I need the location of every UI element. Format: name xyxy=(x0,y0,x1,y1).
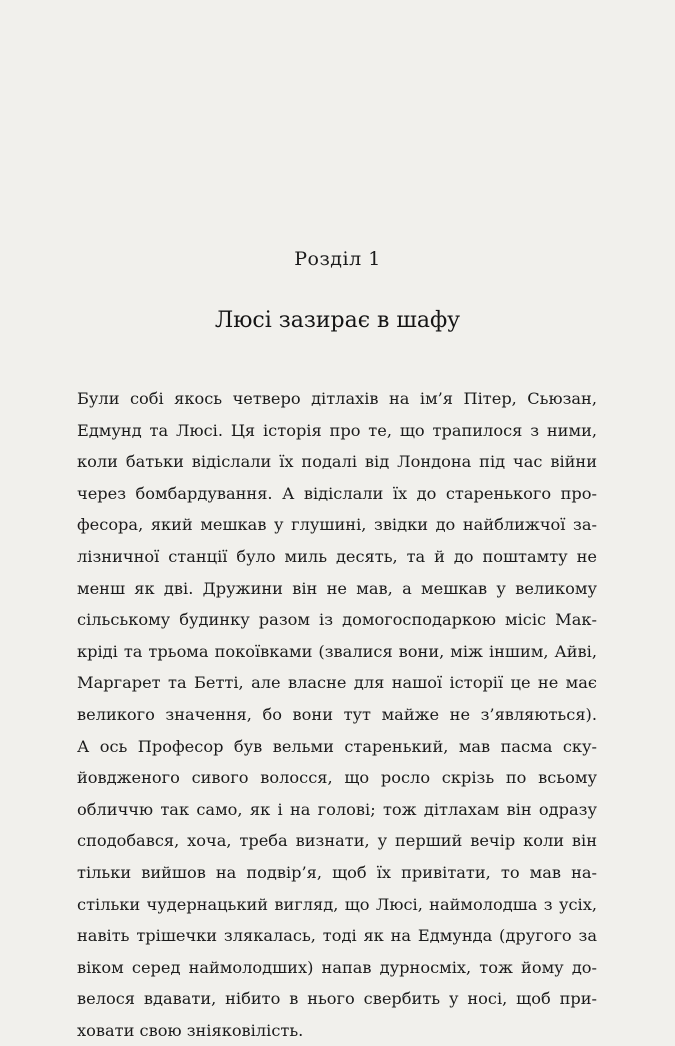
text-line: великого значення, бо вони тут майже не з’являються). xyxy=(77,704,597,724)
text-line: кріді та трьома покоївками (звалися вони, між іншим, Айві, xyxy=(77,641,597,661)
text-line: навіть трішечки злякалась, тоді як на Едмунда (другого за xyxy=(77,926,597,946)
text-line: віком серед наймолодших) напав дурносміх, тож йому до- xyxy=(77,957,597,977)
text-line: сільському будинку разом із домогосподаркою місіс Мак- xyxy=(77,610,597,630)
text-line: лізничної станції було миль десять, та й до поштамту не xyxy=(77,546,597,566)
chapter-number: Розділ 1 xyxy=(294,248,381,270)
text-line: велося вдавати, нібито в нього свербить у носі, щоб при- xyxy=(77,989,597,1009)
text-line: коли батьки відіслали їх подалі від Лондона під час війни xyxy=(77,452,597,472)
text-line: через бомбардування. А відіслали їх до старенького про- xyxy=(77,483,597,503)
text-line: Маргарет та Бетті, але власне для нашої історії це не має xyxy=(77,673,597,693)
text-line: йовдженого сивого волосся, що росло скрізь по всьому xyxy=(77,768,597,788)
text-line: тільки вийшов на подвір’я, щоб їх привітати, то мав на- xyxy=(77,862,597,882)
text-line: Були собі якось четверо дітлахів на ім’я Пітер, Сьюзан, xyxy=(77,389,597,408)
text-line: Едмунд та Люсі. Ця історія про те, що трапилося з ними, xyxy=(77,420,597,440)
chapter-body-text xyxy=(77,383,597,1046)
text-line: стільки чудернацький вигляд, що Люсі, наймолодша з усіх, xyxy=(77,894,597,914)
text-line: менш як дві. Дружини він не мав, а мешкав у великому xyxy=(77,578,597,598)
text-line: ховати свою зніяковілість. xyxy=(77,1020,304,1040)
text-line: А ось Професор був вельми старенький, мав пасма ску- xyxy=(77,736,597,756)
chapter-title: Люсі зазирає в шафу xyxy=(214,308,461,333)
text-line: сподобався, хоча, треба визнати, у перший вечір коли він xyxy=(77,831,597,851)
text-line: фесора, який мешкав у глушині, звідки до найближчої за- xyxy=(77,515,597,535)
text-line: обличчю так само, як і на голові; тож дітлахам він одразу xyxy=(77,799,597,819)
